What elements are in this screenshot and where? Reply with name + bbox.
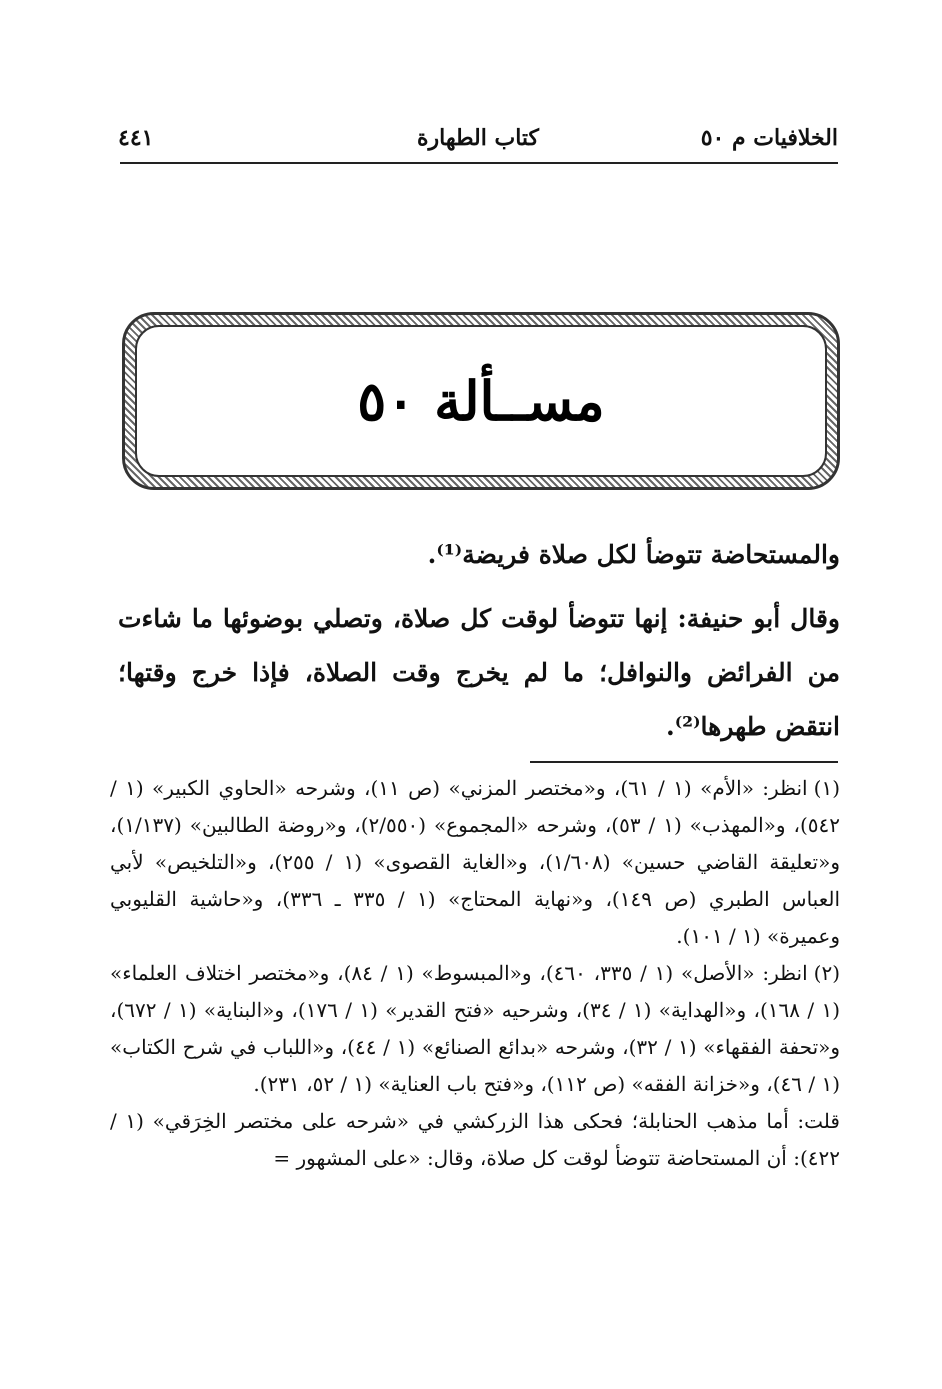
footnote-number: (١) <box>813 776 840 800</box>
footnote-number: (٢) <box>813 961 841 985</box>
header-book-title: كتاب الطهارة <box>416 125 540 151</box>
footnote-1 <box>110 770 840 955</box>
title-inner-box <box>135 325 827 477</box>
footnote-separator <box>530 761 838 763</box>
title-frame <box>122 312 840 490</box>
footnote-text: انظر: «الأصل» (١ / ٣٣٥، ٤٦٠)، و«المبسوط» (١ / ٨٤)، و«مختصر اختلاف العلماء» (١ / ١٦٨)، و«الهداية» (١ / ٣٤)، وشرحيه «فتح القدير» (١ / ١٧٦)، و«البناية» (١ / ٦٧٢)، و«تحفة الفقهاء» (١ / ٣٢)، وشرحه «بدائع الصنائع» (١ / ٤٤)، و«اللباب في شرح الكتاب» (١ / ٤٦)، و«خزانة الفقه» (ص ١١٢)، و«فتح باب العناية» (١ / ٥٢، ٢٣١). <box>110 961 841 1096</box>
header-rule <box>120 162 838 164</box>
header-chapter: الخلافيات م ٥٠ <box>700 125 838 151</box>
footnote-note <box>110 1103 840 1177</box>
running-header <box>118 118 838 158</box>
body-paragraph-1: والمستحاضة تتوضأ لكل صلاة فريضة⁽¹⁾. <box>427 540 840 569</box>
page-number: ٤٤١ <box>118 125 154 151</box>
footnote-text: انظر: «الأم» (١ / ٦١)، و«مختصر المزني» (ص ١١)، وشرحه «الحاوي الكبير» (١ / ٥٤٢)، و«المهذب» (١ / ٥٣)، وشرحه «المجموع» (٢/٥٥٠)، و«روضة الطالبين» (١/١٣٧)، و«تعليقة القاضي حسين» (١/٦٠٨)، و«الغاية القصوى» (١ / ٢٥٥)، و«التلخيص» لأبي العباس الطبري (ص ١٤٩)، و«نهاية المحتاج» (١ / ٣٣٥ ـ ٣٣٦)، و«حاشية القليوبي وعميرة» (١ / ١٠١). <box>110 776 841 948</box>
issue-title: مســألة ٥٠ <box>357 369 605 433</box>
footnote-text: قلت: أما مذهب الحنابلة؛ فحكى هذا الزركشي في «شرحه على مختصر الخِرَقي» (١ / ٤٢٢): أن المستحاضة تتوضأ لوقت كل صلاة، وقال: «على المشهور = <box>110 1109 840 1170</box>
footnotes <box>110 770 840 1177</box>
footnote-2 <box>110 955 840 1103</box>
body-paragraph-2: وقال أبو حنيفة: إنها تتوضأ لوقت كل صلاة، وتصلي بوضوئها ما شاءت من الفرائض والنوافل؛ ما لم يخرج وقت الصلاة، فإذا خرج وقتها؛ انتقض طهرها⁽²⁾. <box>118 604 840 741</box>
